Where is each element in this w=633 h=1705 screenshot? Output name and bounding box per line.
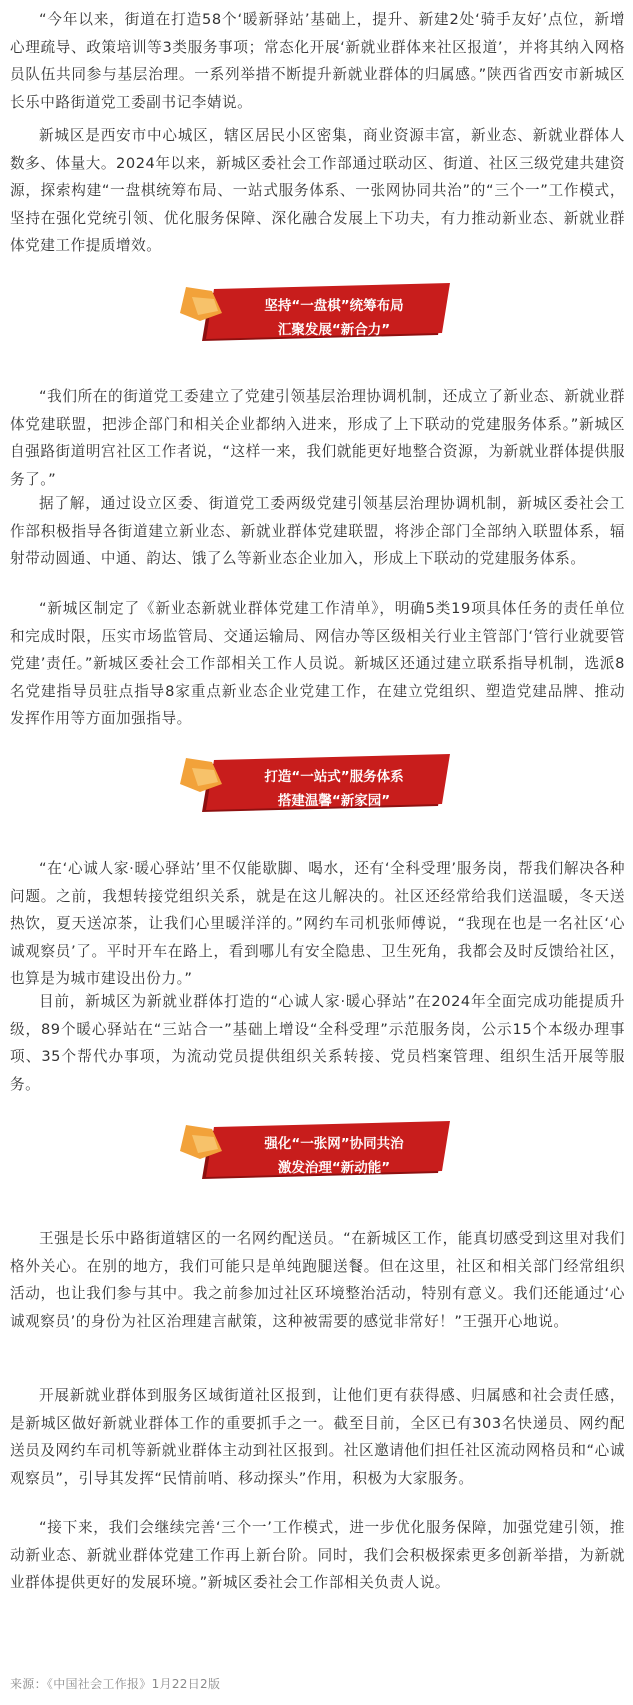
section-banner-2	[180, 754, 454, 820]
section-banner-1	[180, 283, 454, 349]
section-banner-3	[180, 1121, 454, 1187]
paragraph-5: “新城区制定了《新业态新就业群体党建工作清单》，明确5类19项具体任务的责任单位和完成时限，压实市场监管局、交通运输局、网信办等区级相关行业主管部门‘管行业就要管党建’责任。”新城区委社会工作部相关工作人员说。新城区还通过建立联系指导机制，选派8名党建指导员驻点指导8家重点新业态企业党建工作，在建立党组织、塑造党建品牌、推动发挥作用等方面加强指导。	[10, 600, 625, 728]
paragraph-9: 开展新就业群体到服务区域街道社区报到，让他们更有获得感、归属感和社会责任感，是新城区做好新就业群体工作的重要抓手之一。截至目前，全区已有303名快递员、网约配送员及网约车司机等新就业群体主动到社区报到。社区邀请他们担任社区流动网格员和“心诚观察员”，引导其发挥“民情前哨、移动探头”作用，积极为大家服务。	[10, 1387, 625, 1487]
paragraph-3: “我们所在的街道党工委建立了党建引领基层治理协调机制，还成立了新业态、新就业群体党建联盟，把涉企部门和相关企业都纳入进来，形成了上下联动的党建服务体系。”新城区自强路街道明宫社区工作者说，“这样一来，我们就能更好地整合资源，为新就业群体提供服务了。”	[10, 388, 625, 488]
source-credit: 来源：《中国社会工作报》1月22日2版	[10, 1677, 221, 1691]
paragraph-7: 目前，新城区为新就业群体打造的“心诚人家·暖心驿站”在2024年全面完成功能提质升级，89个暖心驿站在“三站合一”基础上增设“全科受理”示范服务岗，公示15个本级办理事项、35个帮代办事项，为流动党员提供组织关系转接、党员档案管理、组织生活开展等服务。	[10, 993, 625, 1093]
banner-1-line1: 坚持“一盘棋”统筹布局	[264, 298, 404, 314]
banner-2-line1: 打造“一站式”服务体系	[264, 769, 404, 785]
paragraph-4: 据了解，通过设立区委、街道党工委两级党建引领基层治理协调机制，新城区委社会工作部积极指导各街道建立新业态、新就业群体党建联盟，将涉企部门全部纳入联盟体系，辐射带动圆通、中通、韵达、饿了么等新业态企业加入，形成上下联动的党建服务体系。	[10, 495, 625, 568]
paragraph-6: “在‘心诚人家·暖心驿站’里不仅能歇脚、喝水，还有‘全科受理’服务岗，帮我们解决各种问题。之前，我想转接党组织关系，就是在这儿解决的。社区还经常给我们送温暖，冬天送热饮，夏天送凉茶，让我们心里暖洋洋的。”网约车司机张师傅说，“我现在也是一名社区‘心诚观察员’了。平时开车在路上，看到哪儿有安全隐患、卫生死角，我都会及时反馈给社区，也算是为城市建设出份力。”	[10, 860, 625, 988]
banner-2-line2: 搭建温馨“新家园”	[277, 793, 391, 809]
banner-3-line1: 强化“一张网”协同共治	[264, 1136, 404, 1152]
paragraph-8: 王强是长乐中路街道辖区的一名网约配送员。“在新城区工作，能真切感受到这里对我们格外关心。在别的地方，我们可能只是单纯跑腿送餐。但在这里，社区和相关部门经常组织活动，也让我们参与其中。我之前参加过社区环境整治活动，特别有意义。我们还能通过‘心诚观察员’的身份为社区治理建言献策，这种被需要的感觉非常好！”王强开心地说。	[10, 1230, 625, 1330]
paragraph-1: “今年以来，街道在打造58个‘暖新驿站’基础上，提升、新建2处‘骑手友好’点位，新增心理疏导、政策培训等3类服务事项；常态化开展‘新就业群体来社区报道’，并将其纳入网格员队伍共同参与基层治理。一系列举措不断提升新就业群体的归属感。”陕西省西安市新城区长乐中路街道党工委副书记李婧说。	[10, 11, 625, 111]
paragraph-2: 新城区是西安市中心城区，辖区居民小区密集，商业资源丰富，新业态、新就业群体人数多、体量大。2024年以来，新城区委社会工作部通过联动区、街道、社区三级党建共建资源，探索构建“一盘棋统筹布局、一站式服务体系、一张网协同共治”的“三个一”工作模式，坚持在强化党统引领、优化服务保障、深化融合发展上下功夫，有力推动新业态、新就业群体党建工作提质增效。	[10, 127, 625, 255]
paragraph-10: “接下来，我们会继续完善‘三个一’工作模式，进一步优化服务保障，加强党建引领，推动新业态、新就业群体党建工作再上新台阶。同时，我们会积极探索更多创新举措，为新就业群体提供更好的发展环境。”新城区委社会工作部相关负责人说。	[10, 1519, 625, 1592]
banner-1-line2: 汇聚发展“新合力”	[277, 322, 391, 338]
banner-3-line2: 激发治理“新动能”	[277, 1160, 391, 1176]
